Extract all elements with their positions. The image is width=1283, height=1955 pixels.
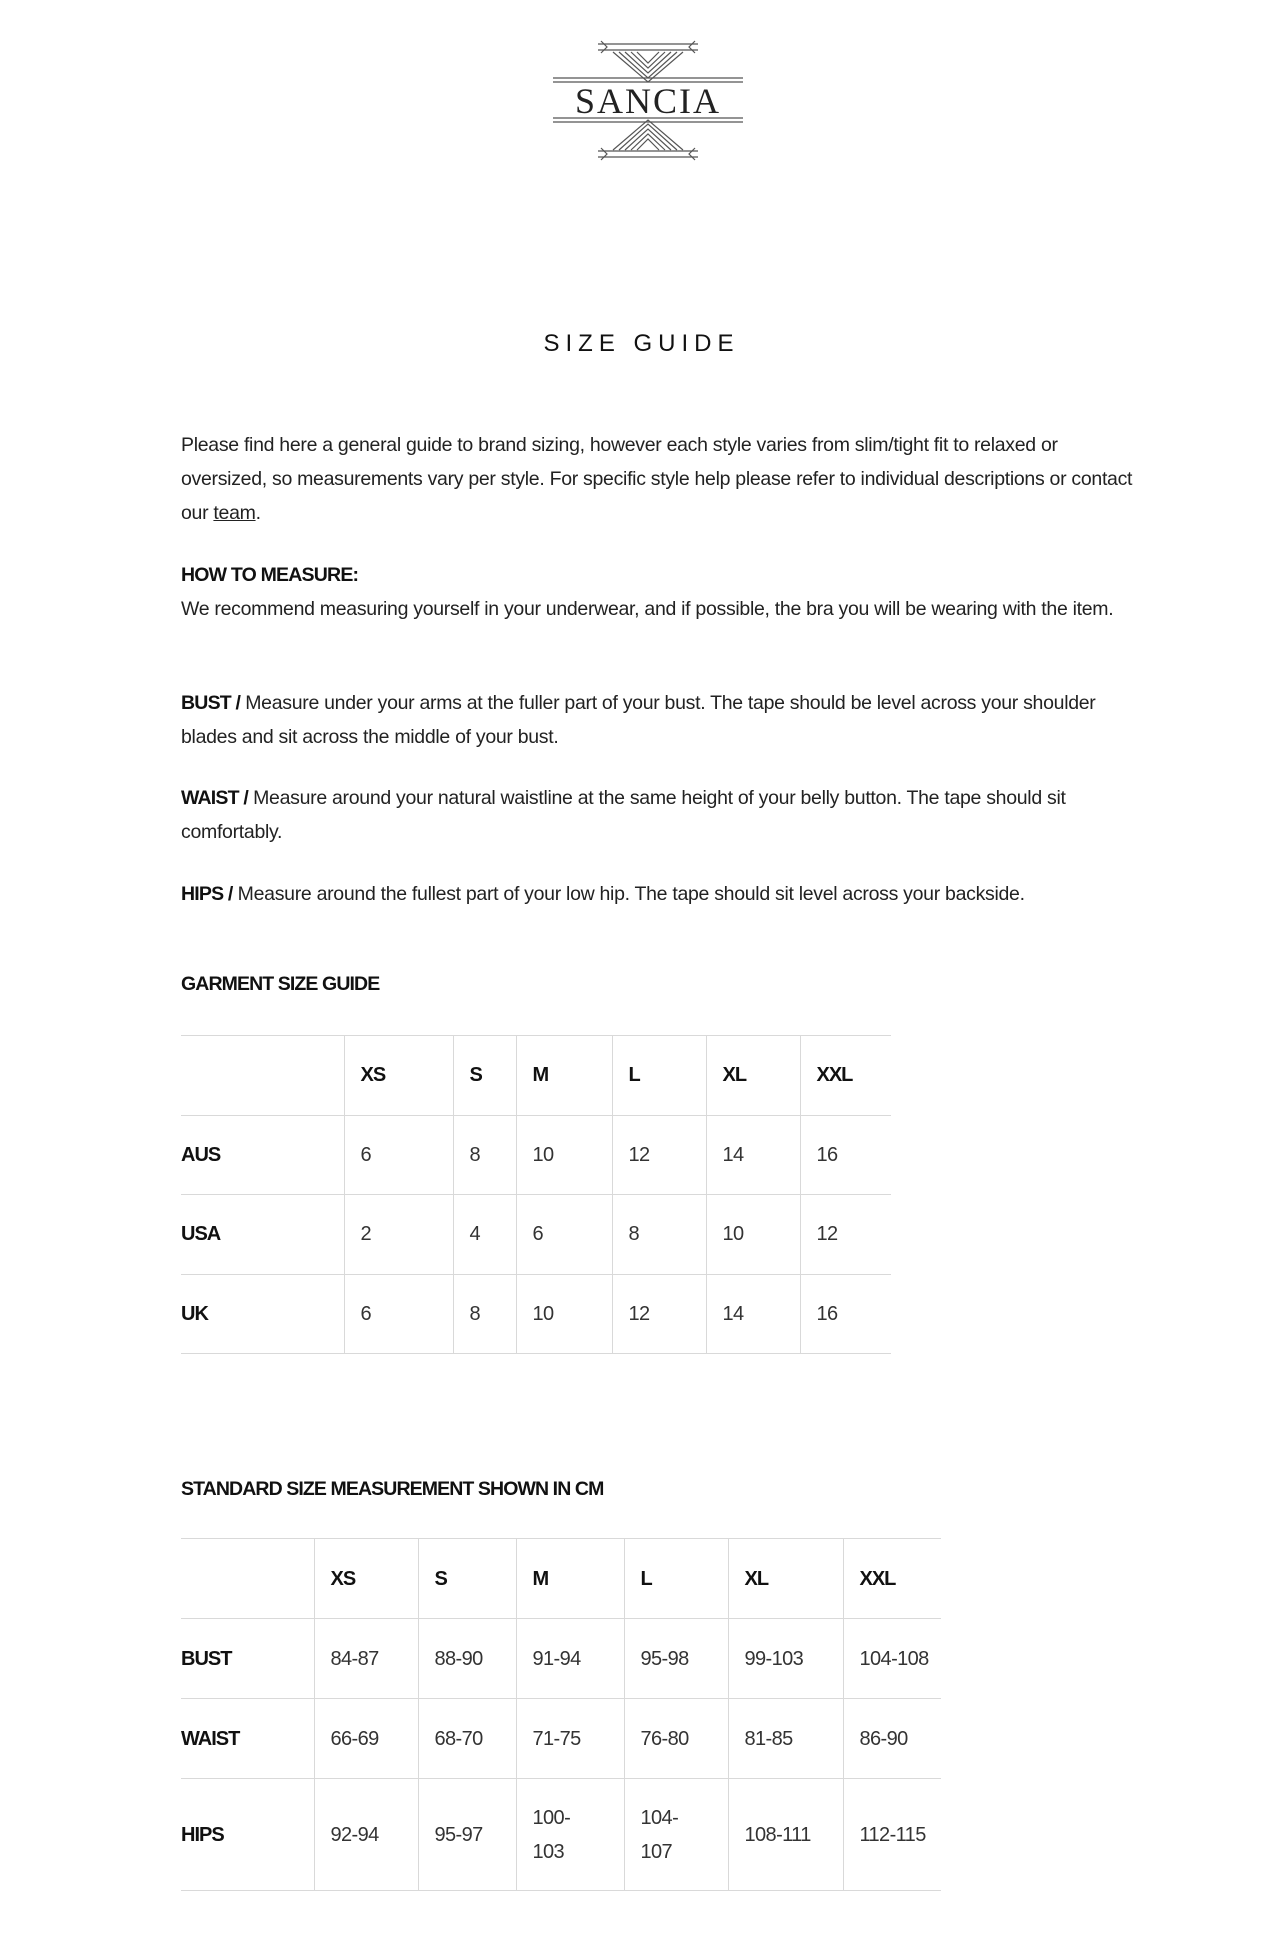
intro-trailing: . (255, 502, 261, 524)
row-label: AUS (181, 1115, 344, 1195)
header-cell-xl: XL (706, 1036, 800, 1116)
header-cell (181, 1539, 314, 1619)
table-cell: 8 (453, 1274, 516, 1354)
table-cell: 14 (706, 1115, 800, 1195)
header-cell-xs: XS (344, 1036, 453, 1116)
table-cell: 8 (612, 1195, 706, 1275)
table-row-usa (181, 1195, 891, 1275)
header-cell-xs: XS (314, 1539, 418, 1619)
table-cell: 91-94 (516, 1619, 624, 1699)
logo-emblem (553, 38, 743, 163)
table-cell: 68-70 (418, 1699, 516, 1779)
table-row-uk (181, 1274, 891, 1354)
waist-instruction (181, 781, 1101, 849)
garment-size-guide-title: GARMENT SIZE GUIDE (181, 973, 380, 995)
cell-text: 104-107 (640, 1806, 679, 1863)
table-cell: 12 (612, 1115, 706, 1195)
table-cell: 4 (453, 1195, 516, 1275)
table-cell: 112-115 (843, 1779, 941, 1891)
table-cell: 104-108 (843, 1619, 941, 1699)
table-cell: 14 (706, 1274, 800, 1354)
row-label: USA (181, 1195, 344, 1275)
table-cell: 10 (516, 1274, 612, 1354)
table-row-waist (181, 1699, 941, 1779)
hips-instruction (181, 877, 1141, 911)
header-cell (181, 1036, 344, 1116)
table-cell: 66-69 (314, 1699, 418, 1779)
table-cell: 16 (800, 1115, 891, 1195)
waist-label: WAIST / (181, 787, 248, 809)
header-cell-l: L (612, 1036, 706, 1116)
header-cell-xxl: XXL (843, 1539, 941, 1619)
table-row-bust (181, 1619, 941, 1699)
table-cell (624, 1779, 728, 1891)
how-to-measure-text: We recommend measuring yourself in your underwear, and if possible, the bra you will be wearing with the item. (181, 598, 1114, 620)
table-header-row (181, 1036, 891, 1116)
table-cell: 71-75 (516, 1699, 624, 1779)
table-cell: 6 (344, 1115, 453, 1195)
table-cell: 12 (612, 1274, 706, 1354)
bust-instruction (181, 686, 1101, 754)
bust-text: Measure under your arms at the fuller part of your bust. The tape should be level across your shoulder blades and sit across the middle of your bust. (181, 692, 1096, 748)
table-cell: 88-90 (418, 1619, 516, 1699)
logo-wordmark: SANCIA (574, 81, 722, 121)
row-label: BUST (181, 1619, 314, 1699)
table-row-aus (181, 1115, 891, 1195)
page-title: SIZE GUIDE (543, 330, 740, 357)
header-cell-xxl: XXL (800, 1036, 891, 1116)
header-cell-xl: XL (728, 1539, 843, 1619)
header-cell-s: S (418, 1539, 516, 1619)
table-header-row (181, 1539, 941, 1619)
table-cell: 2 (344, 1195, 453, 1275)
header-cell-l: L (624, 1539, 728, 1619)
row-label: HIPS (181, 1779, 314, 1891)
header-cell-s: S (453, 1036, 516, 1116)
table-cell: 95-97 (418, 1779, 516, 1891)
table-cell: 108-111 (728, 1779, 843, 1891)
header-cell-m: M (516, 1036, 612, 1116)
garment-size-table (181, 1035, 891, 1354)
table-cell: 10 (516, 1115, 612, 1195)
team-link[interactable]: team (213, 502, 256, 524)
table-cell (516, 1779, 624, 1891)
table-cell: 76-80 (624, 1699, 728, 1779)
table-cell: 16 (800, 1274, 891, 1354)
intro-paragraph (181, 428, 1141, 530)
table-cell: 8 (453, 1115, 516, 1195)
sancia-logo[interactable] (553, 38, 743, 163)
table-cell: 12 (800, 1195, 891, 1275)
table-cell: 81-85 (728, 1699, 843, 1779)
table-cell: 6 (344, 1274, 453, 1354)
standard-size-title: STANDARD SIZE MEASUREMENT SHOWN IN CM (181, 1478, 604, 1500)
table-cell: 6 (516, 1195, 612, 1275)
how-to-measure-section (181, 558, 1141, 626)
table-row-hips (181, 1779, 941, 1891)
table-cell: 99-103 (728, 1619, 843, 1699)
intro-text: Please find here a general guide to brand sizing, however each style varies from slim/tight fit to relaxed or oversized, so measurements vary per style. For specific style help please refer to individual descriptions or contact our (181, 434, 1133, 524)
header-cell-m: M (516, 1539, 624, 1619)
row-label: WAIST (181, 1699, 314, 1779)
hips-text: Measure around the fullest part of your low hip. The tape should sit level across your backside. (232, 883, 1025, 905)
table-cell: 10 (706, 1195, 800, 1275)
table-cell: 95-98 (624, 1619, 728, 1699)
table-cell: 84-87 (314, 1619, 418, 1699)
table-cell: 86-90 (843, 1699, 941, 1779)
cell-text: 100-103 (532, 1806, 571, 1863)
hips-label: HIPS / (181, 883, 233, 905)
waist-text: Measure around your natural waistline at the same height of your belly button. The tape should sit comfortably. (181, 787, 1066, 843)
standard-size-table (181, 1538, 941, 1891)
bust-label: BUST / (181, 692, 241, 714)
row-label: UK (181, 1274, 344, 1354)
table-cell: 92-94 (314, 1779, 418, 1891)
how-to-measure-heading: HOW TO MEASURE: (181, 564, 359, 586)
